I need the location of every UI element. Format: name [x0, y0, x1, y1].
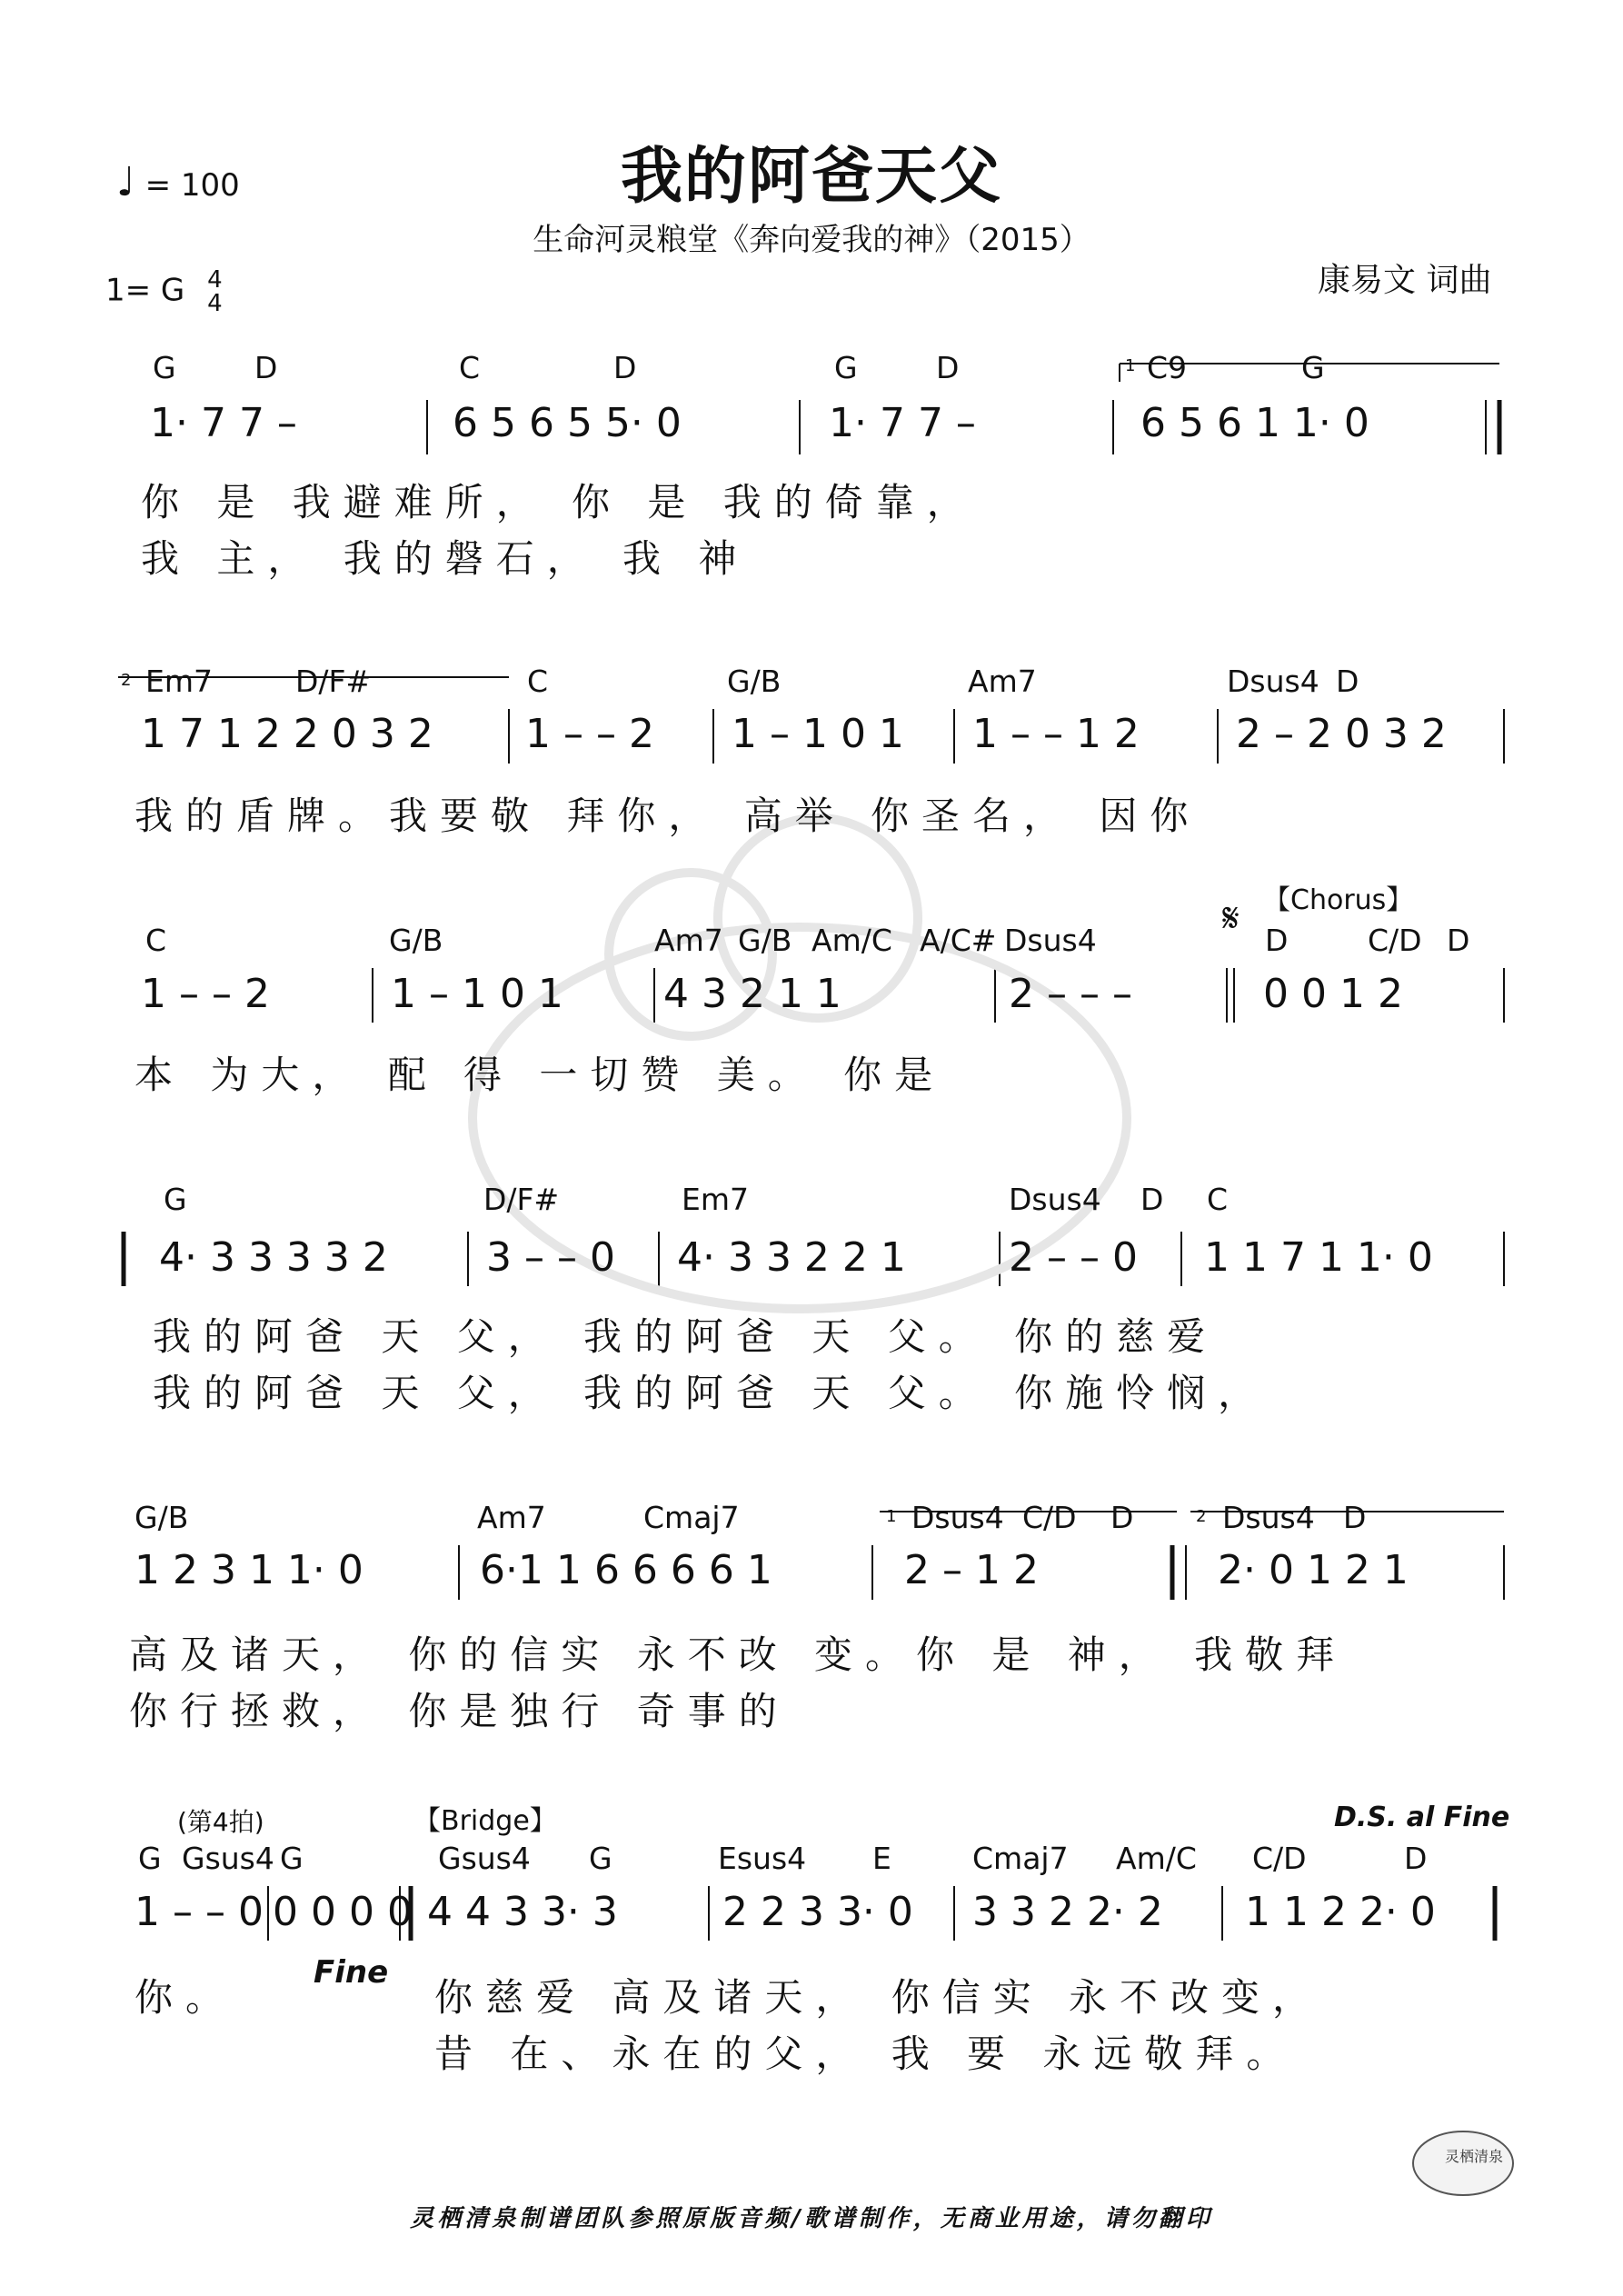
chord: C — [145, 923, 167, 958]
chord: Cmaj7 — [643, 1500, 740, 1535]
measure-notes: 6·1 1 6 6 6 6 1 — [480, 1547, 772, 1593]
chord: C/D — [1252, 1841, 1307, 1876]
chord: E — [872, 1841, 891, 1876]
lyrics-line: 我的盾牌。我要敬 拜你， 高举 你圣名， 因你 — [134, 794, 1201, 838]
chord: G — [589, 1841, 612, 1876]
corner-logo — [1413, 2131, 1513, 2195]
lyrics-line: 你 是 我避难所， 你 是 我的倚靠， — [141, 480, 978, 524]
song-title: 我的阿爸天父 — [620, 141, 1002, 213]
chord: C/D — [1022, 1500, 1077, 1535]
volta-number: 1 — [886, 1507, 897, 1526]
measure-notes: 1 7 1 2 2 0 3 2 — [141, 711, 433, 757]
composer-credit: 康易文 词曲 — [1318, 262, 1492, 299]
chord: D — [1110, 1500, 1134, 1535]
measure-notes: 4 3 2 1 1 — [663, 971, 841, 1017]
measure-notes: 2 – – – — [1009, 971, 1132, 1017]
lyrics-line: 昔 在、永在的父， 我 要 永远敬拜。 — [434, 2031, 1298, 2076]
volta-number: 1 — [1125, 356, 1136, 375]
chord: G — [138, 1841, 162, 1876]
measure-notes: 2 2 3 3· 0 — [722, 1889, 913, 1935]
lyrics-line: 高及诸天， 你的信实 永不改 变。你 是 神， 我敬拜 — [129, 1632, 1348, 1677]
chord: G — [1301, 350, 1325, 385]
measure-notes: 4· 3 3 2 2 1 — [677, 1234, 906, 1281]
chord: C9 — [1147, 350, 1188, 385]
chord: Am/C — [812, 923, 892, 958]
key-label: 1= G — [105, 272, 185, 309]
tempo-value: = 100 — [144, 167, 240, 204]
chord: G/B — [727, 664, 782, 699]
fine-marking: Fine — [314, 1954, 389, 1991]
chord: Am7 — [654, 923, 723, 958]
chord: Am7 — [477, 1500, 546, 1535]
measure-notes: 2 – – 0 — [1009, 1234, 1138, 1281]
chord: Em7 — [682, 1182, 749, 1217]
bridge-label: 【Bridge】 — [413, 1805, 557, 1837]
measure-notes: 1 – 1 0 1 — [732, 711, 904, 757]
chord: D — [1140, 1182, 1164, 1217]
chord: D — [613, 350, 637, 385]
measure-notes: 4· 3 3 3 3 2 — [159, 1234, 388, 1281]
chord: D — [254, 350, 278, 385]
measure-notes: 0 0 1 2 — [1263, 971, 1403, 1017]
measure-notes: 1 – – 2 — [525, 711, 654, 757]
measure-notes: 1 – 1 0 1 — [391, 971, 563, 1017]
lyrics-line: 你慈爱 高及诸天， 你信实 永不改变， — [434, 1975, 1324, 2020]
chord: D — [1404, 1841, 1428, 1876]
chord: C/D — [1368, 923, 1422, 958]
measure-notes: 2 – 2 0 3 2 — [1236, 711, 1447, 757]
chord: D/F# — [483, 1182, 560, 1217]
measure-notes: 1 – – 2 — [141, 971, 270, 1017]
measure-notes: 1 – – 1 2 — [972, 711, 1140, 757]
measure-notes: 4 4 3 3· 3 — [427, 1889, 618, 1935]
chord: G — [164, 1182, 187, 1217]
chord: C — [459, 350, 481, 385]
measure-notes: 1 1 7 1 1· 0 — [1204, 1234, 1433, 1281]
measure-notes: 6 5 6 1 1· 0 — [1140, 400, 1369, 446]
chord: Gsus4 — [182, 1841, 274, 1876]
chord: D — [1447, 923, 1470, 958]
chord: Dsus4 — [1227, 664, 1319, 699]
measure-notes: 1 – – 0 — [134, 1889, 264, 1935]
chord: G — [280, 1841, 304, 1876]
chord: Em7 — [145, 664, 213, 699]
logo-text: 灵栖清泉 — [1445, 2148, 1504, 2165]
chord: Dsus4 — [1004, 923, 1097, 958]
measure-notes: 2· 0 1 2 1 — [1218, 1547, 1409, 1593]
measure-notes: 6 5 6 5 5· 0 — [453, 400, 682, 446]
measure-notes: 1· 7 7 – — [150, 400, 297, 446]
lyrics-line: 我 主， 我的磐石， 我 神 — [141, 536, 750, 581]
time-sig-top: 4 — [207, 266, 223, 294]
chord: Dsus4 — [911, 1500, 1004, 1535]
chord: D — [1265, 923, 1289, 958]
chord: Esus4 — [718, 1841, 807, 1876]
chord: Cmaj7 — [972, 1841, 1069, 1876]
chord: Gsus4 — [438, 1841, 531, 1876]
chord: G/B — [389, 923, 443, 958]
chord: Dsus4 — [1222, 1500, 1315, 1535]
lyrics-line: 我的阿爸 天 父， 我的阿爸 天 父。 你的慈爱 — [153, 1314, 1219, 1359]
song-subtitle: 生命河灵粮堂《奔向爱我的神》（2015） — [533, 222, 1090, 258]
chord: G/B — [738, 923, 792, 958]
chord: D — [1336, 664, 1359, 699]
time-sig-bottom: 4 — [207, 290, 223, 317]
measure-notes: 0 0 0 0 — [273, 1889, 413, 1935]
chord: G/B — [134, 1500, 189, 1535]
footer-credit: 灵栖清泉制谱团队参照原版音频/歌谱制作，无商业用途，请勿翻印 — [410, 2205, 1213, 2232]
chorus-label: 【Chorus】 — [1263, 884, 1414, 916]
measure-notes: 3 3 2 2· 2 — [972, 1889, 1163, 1935]
measure-notes: 2 – 1 2 — [904, 1547, 1039, 1593]
lyrics-line: 我的阿爸 天 父， 我的阿爸 天 父。 你施怜悯， — [153, 1371, 1270, 1415]
chord: C — [1207, 1182, 1229, 1217]
chord: D — [1343, 1500, 1367, 1535]
segno-icon: 𝄋 — [1222, 895, 1240, 942]
chord: G — [834, 350, 858, 385]
volta-number: 2 — [121, 671, 132, 690]
measure-notes: 3 – – 0 — [486, 1234, 615, 1281]
beat-note: (第4拍) — [177, 1807, 264, 1837]
lyrics-line: 本 为大， 配 得 一切赞 美。 你是 — [134, 1053, 946, 1097]
quarter-note-icon: ♩ — [116, 159, 135, 205]
ds-al-fine: D.S. al Fine — [1334, 1802, 1510, 1833]
lyrics-line: 你。 — [134, 1975, 237, 2020]
chord: A/C# — [920, 923, 997, 958]
chord: Dsus4 — [1009, 1182, 1101, 1217]
chord: Am/C — [1116, 1841, 1197, 1876]
volta-number: 2 — [1196, 1507, 1207, 1526]
chord: D — [936, 350, 960, 385]
chord: C — [527, 664, 549, 699]
chord: Am7 — [968, 664, 1037, 699]
measure-notes: 1 1 2 2· 0 — [1245, 1889, 1436, 1935]
chord: G — [153, 350, 176, 385]
measure-notes: 1 2 3 1 1· 0 — [134, 1547, 363, 1593]
lyrics-line: 你行拯救， 你是独行 奇事的 — [129, 1689, 790, 1733]
measure-notes: 1· 7 7 – — [829, 400, 976, 446]
chord: D/F# — [295, 664, 372, 699]
